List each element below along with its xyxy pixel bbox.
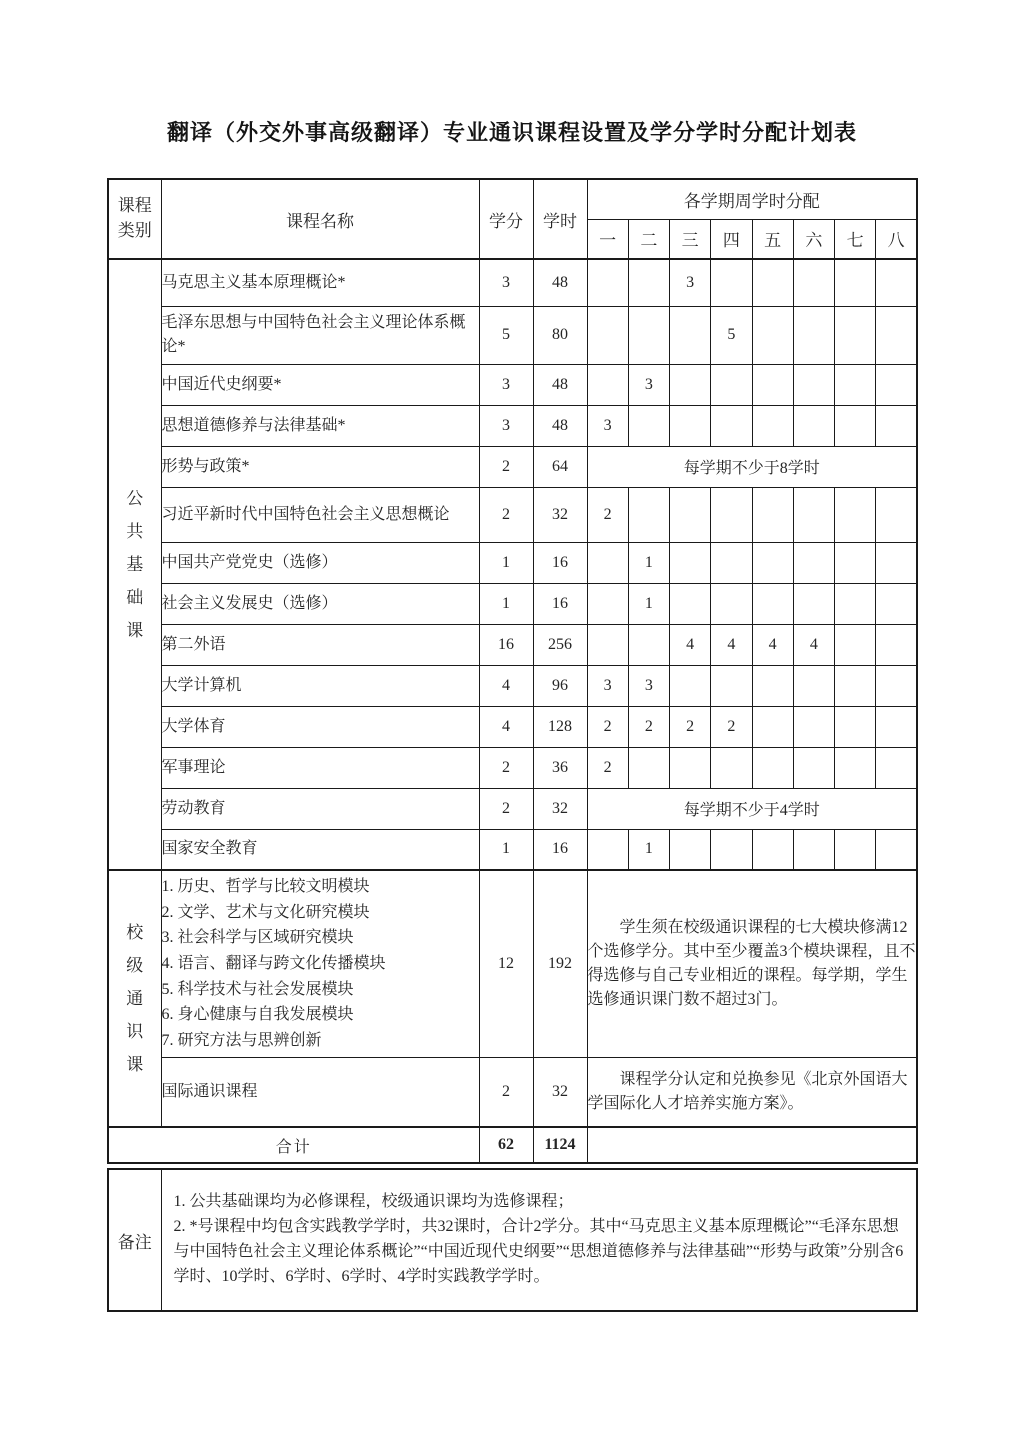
- semester-cell: [711, 487, 752, 542]
- semester-cell: [628, 405, 669, 446]
- semester-cell: [752, 487, 793, 542]
- semester-cell: [876, 364, 917, 405]
- semester-cell: 3: [587, 405, 628, 446]
- hours-cell: 48: [533, 364, 587, 405]
- semester-cell: 1: [628, 583, 669, 624]
- credits-cell: 1: [479, 829, 533, 870]
- credits-cell: 1: [479, 583, 533, 624]
- credits-cell: 4: [479, 706, 533, 747]
- semester-cell: [752, 306, 793, 364]
- semester-cell: [793, 665, 834, 706]
- semester-cell: 4: [793, 624, 834, 665]
- semester-cell: [876, 829, 917, 870]
- semester-header: 五: [752, 219, 793, 259]
- semester-cell: [793, 583, 834, 624]
- semester-span-cell: 每学期不少于8学时: [587, 446, 917, 487]
- header-category: 课程类别: [108, 179, 161, 259]
- semester-cell: [793, 829, 834, 870]
- credits-cell: 16: [479, 624, 533, 665]
- semester-cell: 2: [670, 706, 711, 747]
- credits-cell: 3: [479, 405, 533, 446]
- table-row: [108, 542, 917, 583]
- semester-cell: [628, 747, 669, 788]
- semester-cell: 1: [628, 829, 669, 870]
- hours-cell: 256: [533, 624, 587, 665]
- total-row: [108, 1127, 917, 1163]
- hours-cell: 32: [533, 788, 587, 829]
- semester-cell: [793, 706, 834, 747]
- semester-cell: [628, 487, 669, 542]
- semester-header: 七: [835, 219, 876, 259]
- semester-cell: 3: [587, 665, 628, 706]
- semester-cell: [752, 259, 793, 306]
- table-row: [108, 306, 917, 364]
- hours-cell: 192: [533, 870, 587, 1057]
- semester-header: 二: [628, 219, 669, 259]
- semester-cell: [670, 306, 711, 364]
- semester-cell: [587, 306, 628, 364]
- course-name-cell: 社会主义发展史（选修）: [161, 583, 479, 624]
- credits-cell: 3: [479, 259, 533, 306]
- table-row: [108, 446, 917, 487]
- credits-cell: 2: [479, 446, 533, 487]
- semester-cell: [835, 665, 876, 706]
- semester-cell: 2: [711, 706, 752, 747]
- total-label-cell: 合计: [108, 1127, 479, 1163]
- semester-cell: [587, 364, 628, 405]
- semester-cell: [752, 706, 793, 747]
- semester-cell: [876, 306, 917, 364]
- hours-cell: 32: [533, 1057, 587, 1127]
- semester-cell: 3: [670, 259, 711, 306]
- credits-cell: 2: [479, 747, 533, 788]
- semester-cell: [835, 487, 876, 542]
- semester-span-cell: 每学期不少于4学时: [587, 788, 917, 829]
- hours-cell: 48: [533, 259, 587, 306]
- course-name-cell: 第二外语: [161, 624, 479, 665]
- semester-cell: [835, 259, 876, 306]
- table-row: [108, 788, 917, 829]
- module-item: 1. 历史、哲学与比较文明模块: [161, 878, 370, 896]
- semester-cell: [752, 829, 793, 870]
- semester-cell: 5: [711, 306, 752, 364]
- module-list-cell: [161, 870, 479, 1057]
- hours-cell: 64: [533, 446, 587, 487]
- course-name-cell: 大学体育: [161, 706, 479, 747]
- module-item: 7. 研究方法与思辨创新: [161, 1031, 322, 1049]
- semester-cell: [711, 259, 752, 306]
- semester-cell: 4: [711, 624, 752, 665]
- semester-header: 四: [711, 219, 752, 259]
- semester-cell: [876, 706, 917, 747]
- curriculum-table: [107, 178, 918, 1164]
- credits-cell: 1: [479, 542, 533, 583]
- course-name-cell: 劳动教育: [161, 788, 479, 829]
- course-name-cell: 中国近代史纲要*: [161, 364, 479, 405]
- semester-cell: [793, 364, 834, 405]
- course-name-cell: 思想道德修养与法律基础*: [161, 405, 479, 446]
- table-row: [108, 624, 917, 665]
- semester-cell: 1: [628, 542, 669, 583]
- semester-cell: [587, 624, 628, 665]
- semester-cell: [876, 487, 917, 542]
- header-semester-group: 各学期周学时分配: [587, 179, 917, 219]
- credits-cell: 5: [479, 306, 533, 364]
- credits-cell: 4: [479, 665, 533, 706]
- table-row: [108, 747, 917, 788]
- note-line: 1. 公共基础课均为必修课程，校级通识课均为选修课程；: [173, 1193, 574, 1211]
- module-item: 4. 语言、翻译与跨文化传播模块: [161, 954, 386, 972]
- semester-cell: [793, 487, 834, 542]
- notes-label: 备注: [108, 1169, 161, 1311]
- category-cell-general-ed: 校级通识课: [108, 870, 161, 1127]
- semester-cell: [793, 747, 834, 788]
- semester-cell: [876, 405, 917, 446]
- semester-cell: 3: [628, 665, 669, 706]
- semester-cell: [876, 665, 917, 706]
- semester-cell: [835, 624, 876, 665]
- semester-cell: [752, 405, 793, 446]
- table-row: [108, 870, 917, 1057]
- module-item: 2. 文学、艺术与文化研究模块: [161, 903, 370, 921]
- course-name-cell: 大学计算机: [161, 665, 479, 706]
- semester-cell: [670, 665, 711, 706]
- credits-cell: 2: [479, 788, 533, 829]
- table-row: [108, 706, 917, 747]
- total-credits-cell: 62: [479, 1127, 533, 1163]
- semester-cell: 4: [670, 624, 711, 665]
- semester-cell: [876, 747, 917, 788]
- semester-cell: [752, 583, 793, 624]
- hours-cell: 16: [533, 542, 587, 583]
- course-name-cell: 形势与政策*: [161, 446, 479, 487]
- semester-cell: [670, 542, 711, 583]
- hours-cell: 16: [533, 583, 587, 624]
- semester-cell: [587, 259, 628, 306]
- semester-cell: [752, 542, 793, 583]
- semester-cell: [793, 306, 834, 364]
- semester-cell: [711, 583, 752, 624]
- course-name-cell: 中国共产党党史（选修）: [161, 542, 479, 583]
- semester-header: 三: [670, 219, 711, 259]
- semester-cell: 2: [628, 706, 669, 747]
- semester-cell: [835, 829, 876, 870]
- semester-cell: [835, 706, 876, 747]
- semester-cell: 2: [587, 747, 628, 788]
- semester-cell: [835, 364, 876, 405]
- hours-cell: 80: [533, 306, 587, 364]
- semester-header: 八: [876, 219, 917, 259]
- semester-cell: [835, 306, 876, 364]
- table-row: [108, 405, 917, 446]
- semester-cell: [835, 583, 876, 624]
- total-hours-cell: 1124: [533, 1127, 587, 1163]
- hours-cell: 32: [533, 487, 587, 542]
- semester-cell: [711, 405, 752, 446]
- semester-cell: 2: [587, 487, 628, 542]
- semester-header: 六: [793, 219, 834, 259]
- semester-cell: [587, 583, 628, 624]
- semester-cell: [752, 665, 793, 706]
- note-cell: 课程学分认定和兑换参见《北京外国语大学国际化人才培养实施方案》。: [587, 1057, 917, 1127]
- semester-cell: [628, 624, 669, 665]
- module-item: 3. 社会科学与区域研究模块: [161, 929, 354, 947]
- semester-cell: [670, 829, 711, 870]
- semester-cell: [670, 583, 711, 624]
- semester-cell: [793, 259, 834, 306]
- semester-cell: [835, 542, 876, 583]
- semester-cell: [711, 542, 752, 583]
- header-credits: 学分: [479, 179, 533, 259]
- semester-cell: [628, 259, 669, 306]
- table-row: [108, 1057, 917, 1127]
- header-course-name: 课程名称: [161, 179, 479, 259]
- semester-cell: 4: [752, 624, 793, 665]
- hours-cell: 36: [533, 747, 587, 788]
- semester-cell: [711, 747, 752, 788]
- semester-header: 一: [587, 219, 628, 259]
- semester-cell: [752, 364, 793, 405]
- course-name-cell: 习近平新时代中国特色社会主义思想概论: [161, 487, 479, 542]
- table-row: [108, 665, 917, 706]
- semester-cell: [876, 583, 917, 624]
- course-name-cell: 国际通识课程: [161, 1057, 479, 1127]
- table-row: [108, 487, 917, 542]
- header-row: [108, 179, 917, 219]
- credits-cell: 2: [479, 1057, 533, 1127]
- semester-cell: [876, 624, 917, 665]
- semester-cell: 2: [587, 706, 628, 747]
- notes-text: [161, 1169, 917, 1311]
- note-line: 2. *号课程中均包含实践教学学时，共32课时，合计2学分。其中“马克思主义基本原理概论”“毛泽东思想与中国特色社会主义理论体系概论”“中国近现代史纲要”“思想道德修养与法律基础”“形势与政策”分别含6学时、10学时、6学时、6学时、4学时实践教学学时。: [173, 1218, 904, 1285]
- module-item: 5. 科学技术与社会发展模块: [161, 980, 354, 998]
- semester-cell: [835, 405, 876, 446]
- semester-cell: [876, 259, 917, 306]
- semester-cell: [670, 405, 711, 446]
- course-name-cell: 马克思主义基本原理概论*: [161, 259, 479, 306]
- category-cell-public-basic: 公共基础课: [108, 259, 161, 870]
- note-cell: 学生须在校级通识课程的七大模块修满12个选修学分。其中至少覆盖3个模块课程，且不得选修与自己专业相近的课程。每学期，学生选修通识课门数不超过3门。: [587, 870, 917, 1057]
- hours-cell: 96: [533, 665, 587, 706]
- hours-cell: 48: [533, 405, 587, 446]
- page-title: 翻译（外交外事高级翻译）专业通识课程设置及学分学时分配计划表: [166, 120, 857, 145]
- module-item: 6. 身心健康与自我发展模块: [161, 1006, 354, 1024]
- semester-cell: [587, 829, 628, 870]
- semester-cell: [711, 665, 752, 706]
- semester-cell: [670, 364, 711, 405]
- credits-cell: 12: [479, 870, 533, 1057]
- semester-cell: [793, 405, 834, 446]
- course-name-cell: 毛泽东思想与中国特色社会主义理论体系概论*: [161, 306, 479, 364]
- semester-cell: [711, 829, 752, 870]
- table-row: [108, 829, 917, 870]
- semester-cell: [587, 542, 628, 583]
- semester-cell: [628, 306, 669, 364]
- semester-cell: [876, 542, 917, 583]
- semester-cell: [835, 747, 876, 788]
- semester-cell: [793, 542, 834, 583]
- hours-cell: 16: [533, 829, 587, 870]
- semester-cell: [670, 747, 711, 788]
- semester-cell: [670, 487, 711, 542]
- hours-cell: 128: [533, 706, 587, 747]
- table-row: [108, 364, 917, 405]
- semester-cell: 3: [628, 364, 669, 405]
- header-hours: 学时: [533, 179, 587, 259]
- credits-cell: 2: [479, 487, 533, 542]
- credits-cell: 3: [479, 364, 533, 405]
- course-name-cell: 军事理论: [161, 747, 479, 788]
- course-name-cell: 国家安全教育: [161, 829, 479, 870]
- table-row: [108, 583, 917, 624]
- notes-section: [107, 1168, 918, 1312]
- semester-cell: [711, 364, 752, 405]
- table-row: [108, 259, 917, 306]
- empty-cell: [587, 1127, 917, 1163]
- notes-row: [108, 1169, 917, 1311]
- semester-cell: [752, 747, 793, 788]
